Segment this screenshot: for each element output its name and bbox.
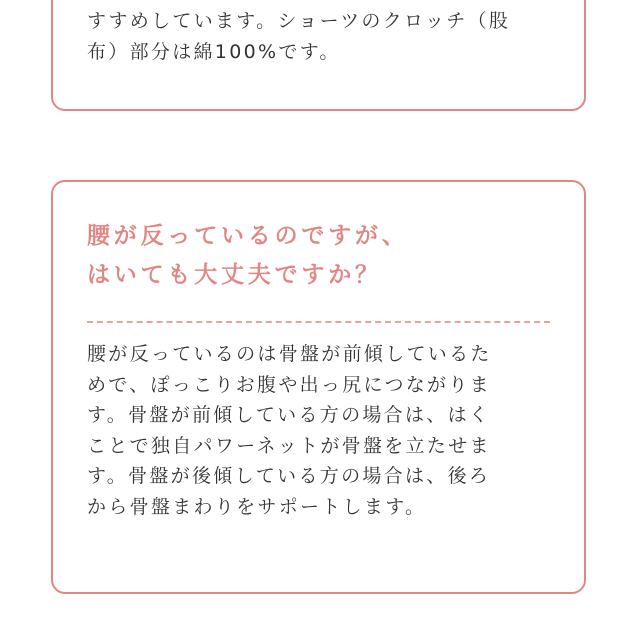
answer-line: 布）部分は綿100%です。 [87, 40, 341, 63]
faq-answer-text [87, 6, 550, 67]
faq-card [51, 180, 586, 594]
dashed-divider [87, 321, 550, 323]
faq-question-title [87, 217, 550, 295]
answer-line: めで、ぽっこりお腹や出っ尻につながりま [87, 373, 491, 396]
answer-line: から骨盤まわりをサポートします。 [87, 495, 427, 518]
answer-line: すすめしています。ショーツのクロッチ（股 [87, 10, 511, 32]
question-line: はいても大丈夫ですか？ [87, 262, 382, 288]
answer-line: す。骨盤が前傾している方の場合は、はく [87, 404, 491, 426]
answer-line: 腰が反っているのは骨盤が前傾しているた [87, 343, 492, 365]
faq-answer-text [87, 339, 550, 522]
answer-line: す。骨盤が後傾している方の場合は、後ろ [87, 465, 491, 487]
answer-line: ことで独自パワーネットが骨盤を立たせま [87, 434, 491, 457]
question-line: 腰が反っているのですが、 [87, 223, 409, 249]
faq-card-previous [51, 0, 586, 111]
